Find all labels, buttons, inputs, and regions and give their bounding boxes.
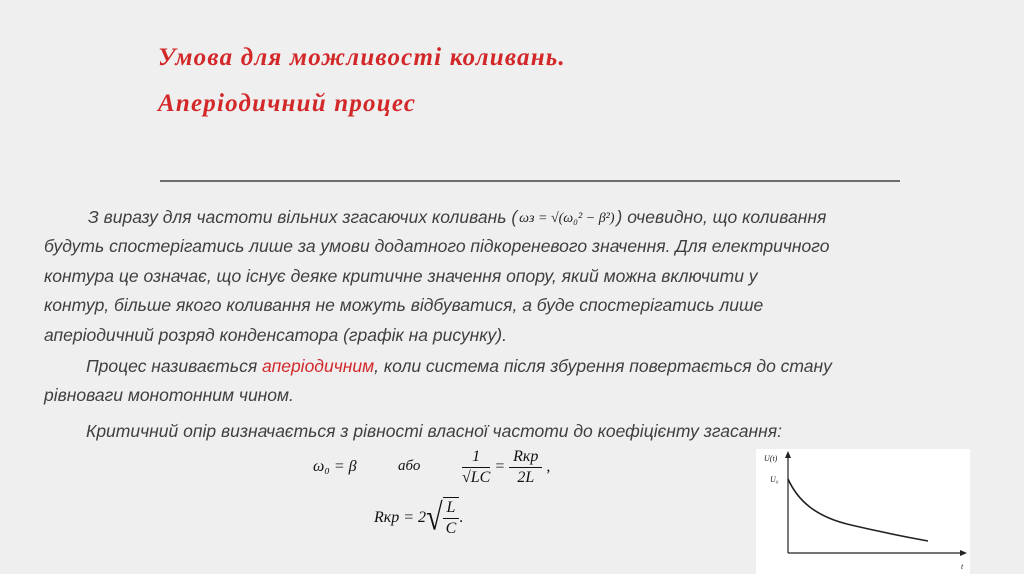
paragraph-1-line-3: контура це означає, що існує деяке критичне значення опору, який можна включити у: [44, 265, 758, 286]
paragraph-2: [44, 352, 944, 411]
equation-critical-condition: [462, 447, 550, 488]
paragraph-3-text: Критичний опір визначається з рівності власної частоти до коефіцієнту згасання:: [86, 421, 782, 441]
paragraph-2-line-1: [44, 352, 944, 381]
equation-lc-fraction: [462, 447, 490, 488]
equation-r-lhs: Rкр = 2: [374, 509, 427, 526]
paragraph-1-before-formula: З виразу для частоти вільних згасаючих коливань (: [88, 207, 518, 227]
discharge-curve: [788, 479, 928, 541]
x-axis-label: t: [961, 562, 964, 571]
paragraph-3: [44, 417, 944, 446]
paragraph-3-line-1: [44, 417, 944, 446]
equation-c-denominator: C: [445, 520, 457, 537]
equation-r-fraction: [509, 447, 542, 488]
paragraph-2-after: , коли система після збурення повертається до стану: [374, 356, 832, 376]
aperiodic-term: аперіодичним: [262, 356, 375, 376]
aperiodic-discharge-graph: [756, 449, 970, 574]
equation-period: .: [459, 509, 464, 526]
equation-r-numerator: Rкр: [509, 447, 542, 468]
equation-l-over-c: [443, 497, 460, 539]
title-divider: [160, 180, 900, 182]
equation-omega-beta: ω₀ = β: [313, 458, 357, 475]
slide-title-line-2: Аперіодичний процес: [158, 90, 417, 117]
equation-comma: ,: [546, 458, 551, 476]
paragraph-1-line-4: контур, більше якого коливання не можуть відбуватися, а буде спостерігатись лише: [44, 295, 764, 316]
y-axis-u0-label: U₀: [770, 475, 779, 484]
damped-frequency-formula: ωз = √(ω₀² − β²): [519, 210, 615, 226]
y-axis-label: U(t): [764, 454, 778, 463]
equation-lc-numerator: 1: [462, 447, 490, 468]
x-axis-arrow: [960, 550, 967, 556]
equation-critical-resistance: [374, 497, 463, 539]
sqrt-symbol: √: [426, 496, 443, 538]
equation-lc-denominator: √LC: [462, 469, 491, 486]
y-axis-arrow: [785, 451, 791, 458]
paragraph-1-after-formula: ) очевидно, що коливання: [616, 207, 827, 227]
paragraph-2-before: Процес називається: [86, 356, 263, 376]
paragraph-1-line-2: будуть спостерігатись лише за умови додатного підкореневого значення. Для електричного: [44, 236, 830, 257]
paragraph-1: [44, 203, 944, 350]
paragraph-1-line-5: аперіодичний розряд конденсатора (графік на рисунку).: [44, 324, 507, 345]
equation-or-word: або: [398, 458, 421, 474]
equation-equals-sign: =: [494, 458, 506, 476]
paragraph-1-line-1: [44, 203, 944, 232]
equation-l-numerator: L: [443, 498, 460, 519]
paragraph-2-line-2: рівноваги монотонним чином.: [44, 385, 294, 406]
slide-title-line-1: Умова для можливості коливань.: [158, 44, 566, 71]
equation-r-denominator: 2L: [517, 469, 535, 486]
